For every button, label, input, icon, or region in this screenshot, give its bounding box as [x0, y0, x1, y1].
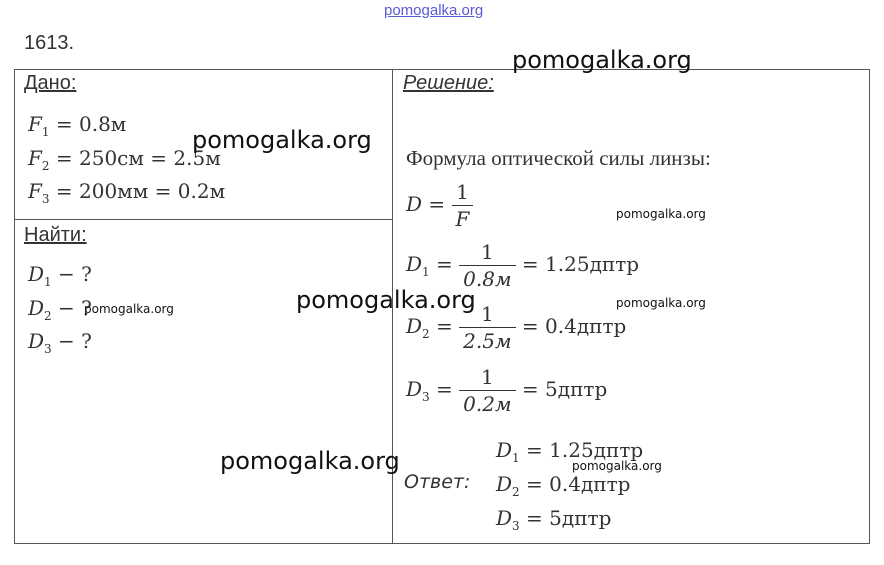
given-subscript: 3 [41, 192, 50, 206]
find-subscript: 3 [44, 342, 52, 356]
answer-value: = 0.4дптр [519, 472, 631, 496]
step-subscript: 3 [422, 390, 430, 404]
step-subscript: 1 [422, 265, 430, 279]
fraction-numerator: 1 [456, 180, 469, 204]
step-equals: = [429, 377, 453, 401]
solution-heading: Решение: [403, 72, 494, 94]
watermark-small: pomogalka.org [616, 207, 706, 221]
formula-fraction [452, 180, 474, 231]
answer-line-3 [496, 506, 611, 533]
answer-subscript: 2 [512, 485, 520, 499]
step-equals: = [429, 252, 453, 276]
formula-line [406, 180, 473, 231]
step-subscript: 2 [422, 327, 430, 341]
answer-value: = 5дптр [519, 506, 612, 530]
watermark-small: pomogalka.org [572, 459, 662, 473]
fraction-numerator: 1 [481, 302, 494, 326]
watermark-large: pomogalka.org [220, 447, 400, 475]
watermark-link-top[interactable]: pomogalka.org [384, 2, 484, 19]
given-symbol: F [28, 112, 42, 136]
step-result: = 1.25дптр [521, 252, 640, 276]
answer-line-2 [496, 472, 630, 499]
step-symbol: D [406, 377, 423, 401]
find-heading: Найти: [24, 224, 87, 246]
find-symbol: D [28, 329, 45, 353]
given-value: = 200мм = 0.2м [49, 179, 226, 203]
given-subscript: 1 [41, 125, 50, 139]
fraction-numerator: 1 [481, 365, 494, 389]
answer-label: Ответ: [404, 471, 471, 493]
watermark-large: pomogalka.org [296, 286, 476, 314]
given-line-1 [28, 112, 126, 139]
solution-step-1 [406, 240, 639, 291]
fraction-numerator: 1 [481, 240, 494, 264]
answer-subscript: 3 [512, 519, 520, 533]
find-line-3 [28, 329, 92, 356]
find-symbol: D [28, 296, 45, 320]
step-symbol: D [406, 252, 423, 276]
step-result: = 0.4дптр [521, 314, 627, 338]
problem-number: 1613. [24, 32, 75, 54]
answer-subscript: 1 [512, 451, 520, 465]
step-symbol: D [406, 314, 423, 338]
step-fraction [459, 240, 515, 291]
given-value: = 0.8м [49, 112, 127, 136]
answer-value: = 1.25дптр [519, 438, 644, 462]
given-line-3 [28, 179, 225, 206]
step-result: = 5дптр [521, 377, 608, 401]
find-question: − ? [51, 329, 92, 353]
fraction-denominator: 0.8м [459, 265, 515, 291]
find-question: − ? [51, 262, 92, 286]
answer-symbol: D [496, 506, 513, 530]
given-heading: Дано: [24, 72, 77, 94]
find-subscript: 2 [44, 309, 52, 323]
find-line-1 [28, 262, 92, 289]
fraction-denominator: 2.5м [459, 327, 515, 353]
table-horizontal-divider [14, 219, 393, 220]
fraction-denominator: 0.2м [459, 390, 515, 416]
step-equals: = [429, 314, 453, 338]
answer-symbol: D [496, 472, 513, 496]
find-question: − ? [51, 296, 92, 320]
find-symbol: D [28, 262, 45, 286]
find-subscript: 1 [44, 275, 52, 289]
find-line-2 [28, 296, 92, 323]
formula-lhs: D = [406, 192, 446, 216]
watermark-small: pomogalka.org [84, 302, 174, 316]
fraction-denominator: F [452, 205, 474, 231]
given-symbol: F [28, 146, 42, 170]
watermark-small: pomogalka.org [616, 296, 706, 310]
formula-description: Формула оптической силы линзы: [406, 146, 711, 170]
watermark-large: pomogalka.org [192, 126, 372, 154]
given-subscript: 2 [41, 159, 50, 173]
watermark-large: pomogalka.org [512, 46, 692, 74]
given-symbol: F [28, 179, 42, 203]
given-value: = 250см = 2.5м [49, 146, 221, 170]
answer-symbol: D [496, 438, 513, 462]
step-fraction [459, 365, 515, 416]
solution-step-3 [406, 365, 607, 416]
